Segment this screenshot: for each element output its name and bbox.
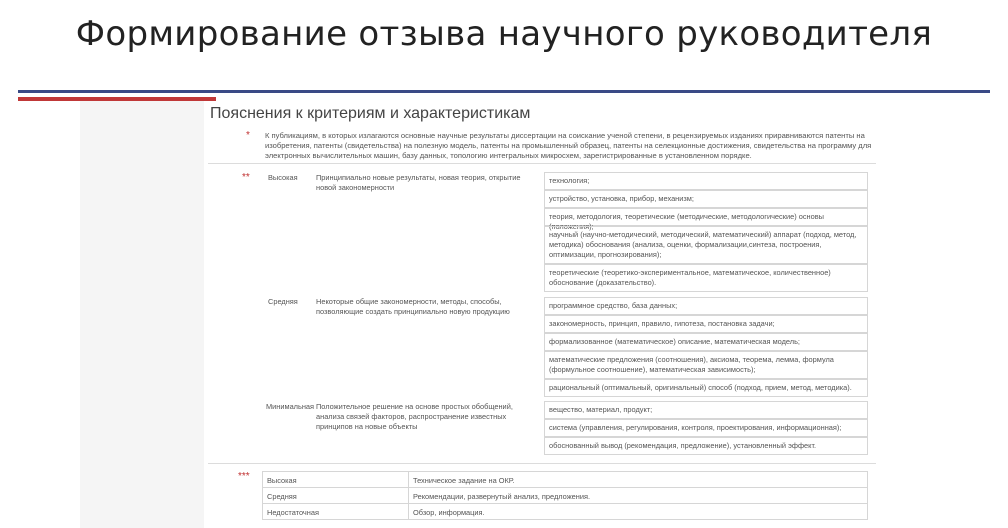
level-label: Минимальная bbox=[266, 402, 315, 411]
level-criterion: Принципиально новые результаты, новая теория, открытие новой закономерности bbox=[316, 173, 521, 192]
separator bbox=[208, 163, 876, 164]
result-cell: система (управления, регулирования, контроля, проектирования, информационная); bbox=[544, 419, 868, 437]
result-cell: научный (научно-методический, методический, математический) аппарат (подход, метод, методика) обоснования (анализа, оценки, формализации,синтеза, построения, оптимизации, прогнозирования); bbox=[544, 226, 868, 264]
practical-level: Высокая bbox=[267, 476, 297, 485]
result-cell: теоретические (теоретико-экспериментальное, математическое, количественное) обоснование (доказательство). bbox=[544, 264, 868, 292]
practical-row bbox=[262, 503, 868, 520]
practical-value: Обзор, информация. bbox=[413, 508, 485, 517]
title-rule-blue bbox=[18, 90, 990, 93]
result-cell: устройство, установка, прибор, механизм; bbox=[544, 190, 868, 208]
footnote-marker-2: ** bbox=[242, 172, 250, 183]
footnote-marker-3: *** bbox=[238, 471, 250, 482]
result-cell: теория, методология, теоретические (методические, методологические) основы (положения); bbox=[544, 208, 868, 226]
footnote-text-1: К публикациям, в которых излагаются основные научные результаты диссертации на соискание ученой степени, в рецензируемых изданиях приравниваются патенты на изобретения, патенты (свидетельства) на полезную модель, патенты на промышленный образец, патенты на селекционные достижения, свидетельства на программу для электронных вычислительных машин, базу данных, топологию интегральных микросхем, зарегистрированные в установленном порядке. bbox=[265, 131, 872, 160]
practical-level: Недостаточная bbox=[267, 508, 319, 517]
practical-row bbox=[262, 471, 868, 488]
practical-value: Рекомендации, развернутый анализ, предложения. bbox=[413, 492, 591, 501]
level-criterion: Некоторые общие закономерности, методы, способы, позволяющие создать принципиально новую продукцию bbox=[316, 297, 510, 316]
result-cell: математические предложения (соотношения), аксиома, теорема, лемма, формула (формульное соотношение), математическая зависимость); bbox=[544, 351, 868, 379]
result-cell: рациональный (оптимальный, оригинальный) способ (подход, прием, метод, методика). bbox=[544, 379, 868, 397]
result-cell: обоснованный вывод (рекомендация, предложение), установленный эффект. bbox=[544, 437, 868, 455]
document-heading: Пояснения к критериям и характеристикам bbox=[210, 105, 531, 122]
level-label: Средняя bbox=[268, 297, 298, 306]
practical-row bbox=[262, 487, 868, 504]
left-margin-shade bbox=[80, 101, 204, 528]
level-criterion: Положительное решение на основе простых обобщений, анализа связей факторов, распространение известных принципов на новые объекты bbox=[316, 402, 513, 431]
level-label: Высокая bbox=[268, 173, 298, 182]
result-cell: формализованное (математическое) описание, математическая модель; bbox=[544, 333, 868, 351]
separator bbox=[208, 463, 876, 464]
criteria-document bbox=[204, 101, 880, 528]
result-cell: закономерность, принцип, правило, гипотеза, постановка задачи; bbox=[544, 315, 868, 333]
slide-title: Формирование отзыва научного руководителя bbox=[75, 14, 933, 54]
result-cell: программное средство, база данных; bbox=[544, 297, 868, 315]
practical-level: Средняя bbox=[267, 492, 297, 501]
footnote-marker-1: * bbox=[246, 130, 250, 141]
practical-value: Техническое задание на ОКР. bbox=[413, 476, 515, 485]
result-cell: технология; bbox=[544, 172, 868, 190]
result-cell: вещество, материал, продукт; bbox=[544, 401, 868, 419]
